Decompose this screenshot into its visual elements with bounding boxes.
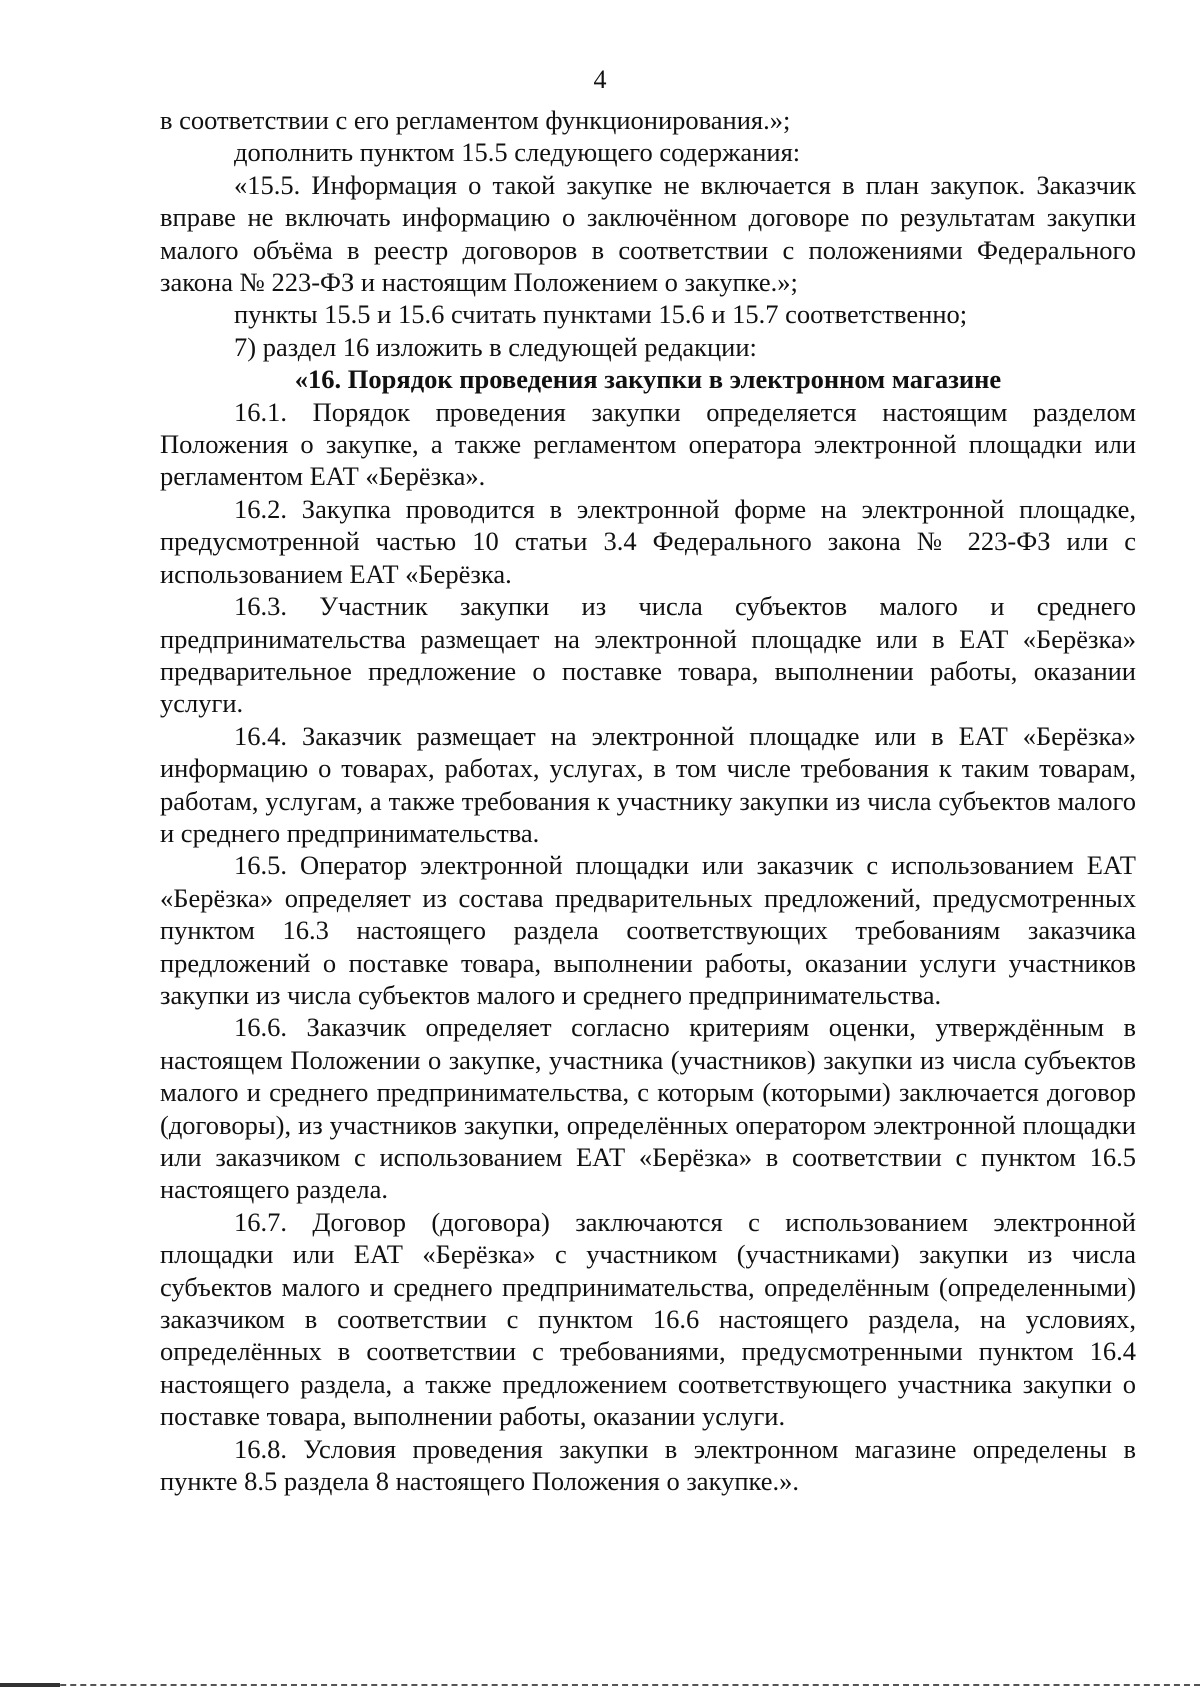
paragraph-16-7: 16.7. Договор (договора) заключаются с использованием электронной площадки или ЕАТ «Берёзка» с участником (участниками) закупки из числа субъектов малого и среднего предпринимательства, определённым (определенными) заказчиком в соответствии с пунктом 16.6 настоящего раздела, на условиях, определённых в соответствии с требованиями, предусмотренными пунктом 16.4 настоящего раздела, а также предложением соответствующего участника закупки о поставке товара, выполнении работы, оказании услуги. <box>160 1206 1136 1432</box>
page-number: 4 <box>593 65 607 94</box>
paragraph-amendment-15-5: дополнить пунктом 15.5 следующего содержания: <box>234 137 801 168</box>
scan-bottom-edge-mark <box>0 1683 60 1687</box>
paragraph-16-1: 16.1. Порядок проведения закупки определяется настоящим разделом Положения о закупке, а также регламентом оператора электронной площадки или регламентом ЕАТ «Берёзка». <box>160 396 1136 492</box>
paragraph-15-5-text: «15.5. Информация о такой закупке не включается в план закупок. Заказчик вправе не включать информацию о заключённом договоре по результатам закупки малого объёма в реестр договоров в соответствии с положениями Федерального закона № 223-ФЗ и настоящим Положением о закупке.»; <box>160 169 1136 298</box>
paragraph-continuation: в соответствии с его регламентом функционирования.»; <box>160 105 791 135</box>
paragraph-section-16-intro: 7) раздел 16 изложить в следующей редакции: <box>234 331 757 362</box>
paragraph-16-6: 16.6. Заказчик определяет согласно критериям оценки, утверждённым в настоящем Положении о закупке, участника (участников) закупки из числа субъектов малого и среднего предпринимательства, с которым (которыми) заключается договор (договоры), из участников закупки, определённых оператором электронной площадки или заказчиком с использованием ЕАТ «Берёзка» в соответствии с пунктом 16.5 настоящего раздела. <box>160 1012 1136 1205</box>
paragraph-renumbering: пункты 15.5 и 15.6 считать пунктами 15.6 и 15.7 соответственно; <box>234 299 968 330</box>
scan-bottom-edge <box>0 1684 1200 1686</box>
paragraph-16-3: 16.3. Участник закупки из числа субъектов малого и среднего предпринимательства размещает на электронной площадке или в ЕАТ «Берёзка» предварительное предложение о поставке товара, выполнении работы, оказании услуги. <box>160 591 1136 719</box>
section-16-heading: «16. Порядок проведения закупки в электронном магазине <box>294 364 1002 395</box>
paragraph-16-5: 16.5. Оператор электронной площадки или заказчик с использованием ЕАТ «Берёзка» определяет из состава предварительных предложений, предусмотренных пунктом 16.3 настоящего раздела соответствующих требованиям заказчика предложений о поставке товара, выполнении работы, оказании услуги участников закупки из числа субъектов малого и среднего предпринимательства. <box>160 850 1136 1010</box>
paragraph-16-2: 16.2. Закупка проводится в электронной форме на электронной площадке, предусмотренной частью 10 статьи 3.4 Федерального закона № 223-ФЗ или с использованием ЕАТ «Берёзка. <box>160 493 1136 589</box>
paragraph-16-8: 16.8. Условия проведения закупки в электронном магазине определены в пункте 8.5 раздела 8 настоящего Положения о закупке.». <box>160 1433 1136 1497</box>
paragraph-16-4: 16.4. Заказчик размещает на электронной площадке или в ЕАТ «Берёзка» информацию о товарах, работах, услугах, в том числе требования к таким товарам, работам, услугам, а также требования к участнику закупки из числа субъектов малого и среднего предпринимательства. <box>160 720 1136 848</box>
document-body <box>160 104 1136 1497</box>
